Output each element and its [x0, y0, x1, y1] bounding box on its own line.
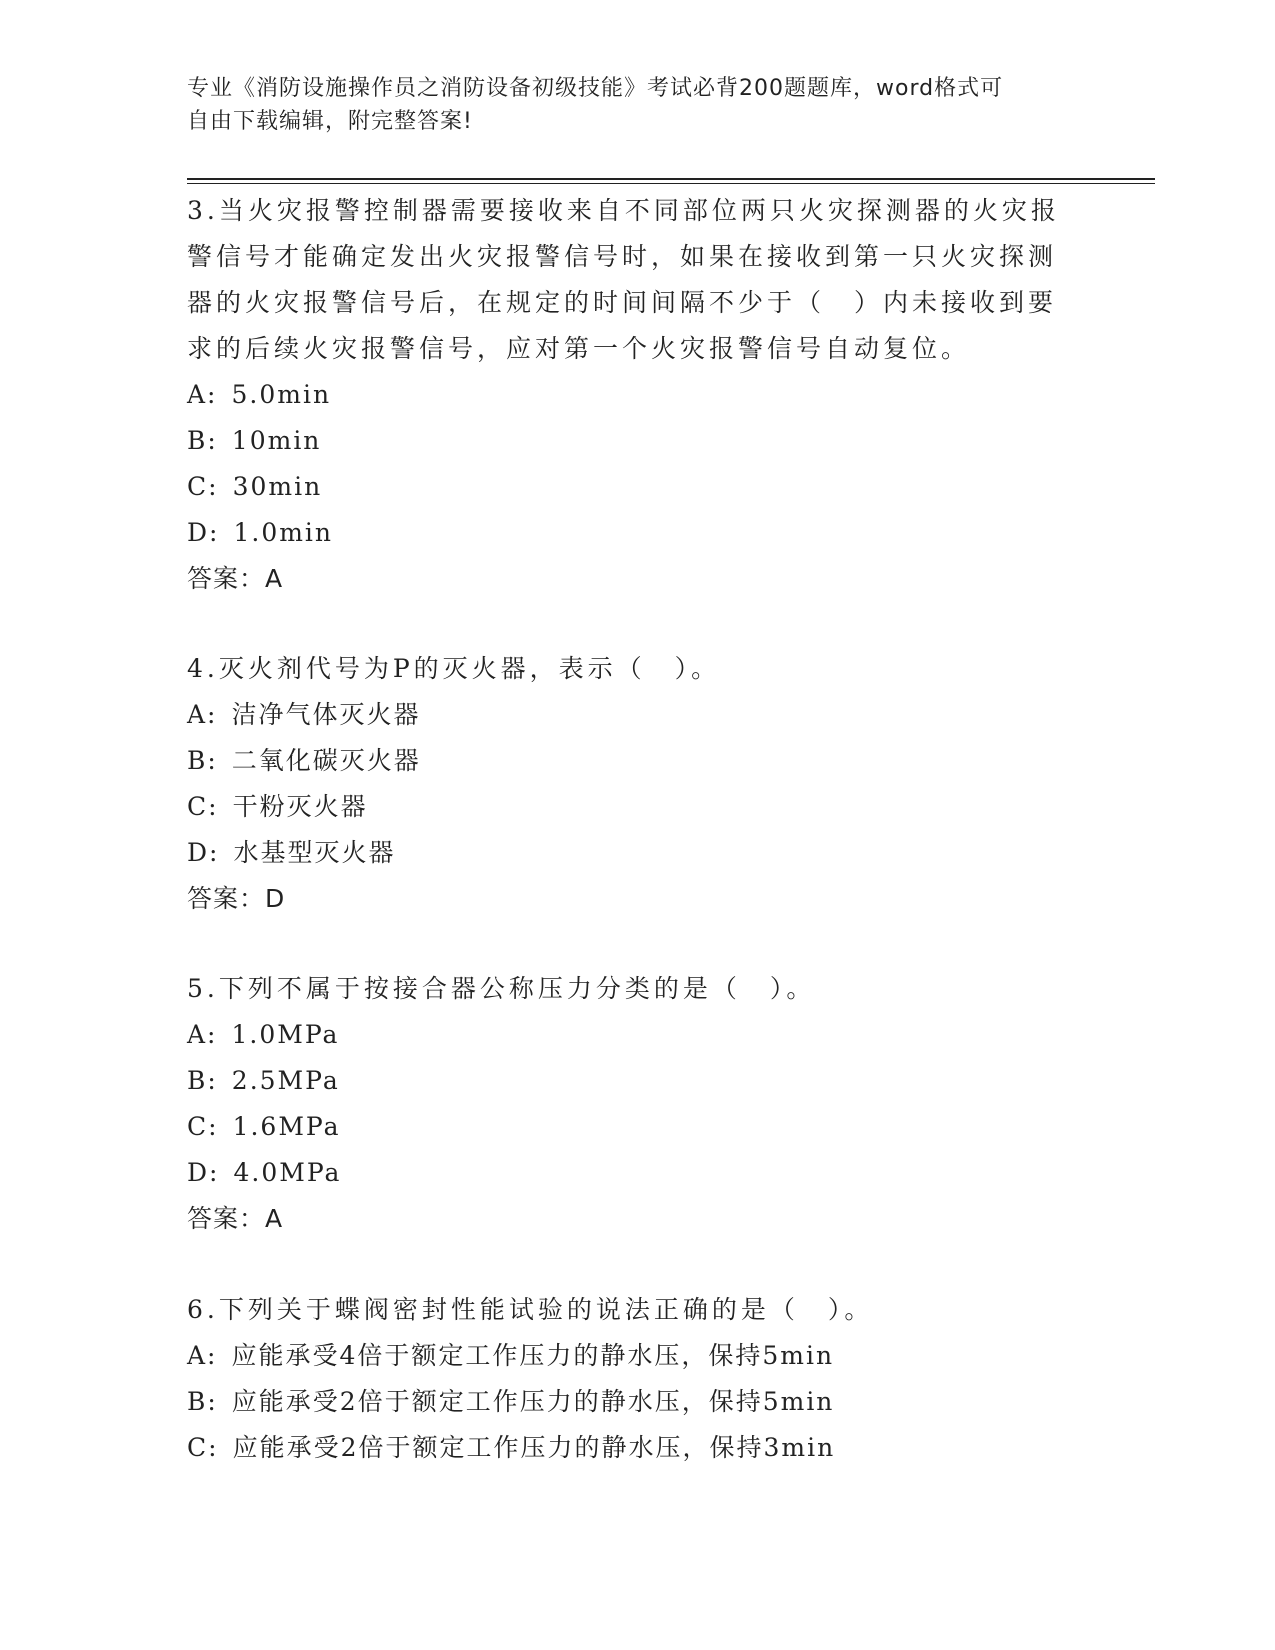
header-divider-thick — [187, 178, 1155, 180]
answer-line — [187, 556, 1067, 602]
option-label: D: — [187, 518, 220, 547]
option-label: D: — [187, 838, 220, 867]
option-d — [187, 510, 1067, 556]
option-label: C: — [187, 472, 219, 501]
option-c — [187, 1104, 1067, 1150]
header-line-1: 专业《消防设施操作员之消防设备初级技能》考试必背200题题库，word格式可 — [187, 76, 1004, 101]
option-a — [187, 372, 1067, 418]
question-stem-line: 6.下列关于蝶阀密封性能试验的说法正确的是（ ）。 — [187, 1295, 874, 1324]
option-a — [187, 692, 1067, 738]
option-label: A: — [187, 1020, 218, 1049]
option-text: 30min — [232, 472, 323, 501]
option-label: C: — [187, 1433, 219, 1462]
option-b — [187, 738, 1067, 784]
option-b — [187, 418, 1067, 464]
header-divider-thin — [187, 183, 1155, 184]
option-text: 1.0MPa — [231, 1020, 340, 1049]
option-c — [187, 784, 1067, 830]
option-text: 干粉灭火器 — [232, 792, 368, 821]
answer-value: D — [265, 884, 286, 913]
answer-line — [187, 876, 1067, 922]
option-c — [187, 464, 1067, 510]
question-stem-line: 5.下列不属于按接合器公称压力分类的是（ ）。 — [187, 974, 816, 1003]
option-label: D: — [187, 1158, 220, 1187]
option-label: C: — [187, 1112, 219, 1141]
answer-line — [187, 1196, 1067, 1242]
option-text: 4.0MPa — [233, 1158, 342, 1187]
option-text: 水基型灭火器 — [233, 838, 396, 867]
option-d — [187, 830, 1067, 876]
question-stem-line: 3.当火灾报警控制器需要接收来自不同部位两只火灾探测器的火灾报 — [187, 196, 1060, 225]
question-stem — [187, 188, 1067, 372]
answer-prefix: 答案： — [187, 1204, 266, 1233]
question-stem — [187, 646, 1067, 692]
option-label: A: — [187, 1341, 218, 1370]
option-text: 1.6MPa — [232, 1112, 341, 1141]
option-text: 应能承受2倍于额定工作压力的静水压，保持3min — [232, 1433, 836, 1462]
answer-prefix: 答案： — [187, 564, 266, 593]
option-text: 洁净气体灭火器 — [231, 700, 421, 729]
option-label: A: — [187, 380, 218, 409]
option-b — [187, 1379, 1067, 1425]
option-text: 5.0min — [231, 380, 332, 409]
option-label: B: — [187, 1066, 218, 1095]
question-stem — [187, 966, 1067, 1012]
answer-prefix: 答案： — [187, 884, 266, 913]
option-a — [187, 1012, 1067, 1058]
option-text: 应能承受4倍于额定工作压力的静水压，保持5min — [231, 1341, 835, 1370]
answer-value: A — [265, 564, 284, 593]
option-text: 2.5MPa — [231, 1066, 340, 1095]
answer-value: A — [265, 1204, 284, 1233]
option-text: 10min — [231, 426, 322, 455]
question-stem-line: 4.灭火剂代号为P的灭火器，表示（ ）。 — [187, 654, 721, 683]
option-b — [187, 1058, 1067, 1104]
question-stem-line: 器的火灾报警信号后，在规定的时间间隔不少于（ ）内未接收到要 — [187, 288, 1058, 317]
question-stem-line: 求的后续火灾报警信号，应对第一个火灾报警信号自动复位。 — [187, 334, 971, 363]
question-3 — [187, 188, 1067, 602]
question-stem — [187, 1287, 1067, 1333]
option-text: 1.0min — [233, 518, 334, 547]
header-line-2: 自由下载编辑，附完整答案! — [187, 109, 473, 134]
question-4 — [187, 646, 1067, 922]
option-a — [187, 1333, 1067, 1379]
option-label: A: — [187, 700, 218, 729]
question-6 — [187, 1287, 1067, 1471]
option-text: 二氧化碳灭火器 — [231, 746, 421, 775]
document-header — [187, 72, 1067, 138]
option-label: C: — [187, 792, 219, 821]
option-label: B: — [187, 426, 218, 455]
question-5 — [187, 966, 1067, 1242]
option-label: B: — [187, 746, 218, 775]
option-label: B: — [187, 1387, 218, 1416]
option-d — [187, 1150, 1067, 1196]
question-stem-line: 警信号才能确定发出火灾报警信号时，如果在接收到第一只火灾探测 — [187, 242, 1058, 271]
option-text: 应能承受2倍于额定工作压力的静水压，保持5min — [231, 1387, 835, 1416]
option-c — [187, 1425, 1067, 1471]
